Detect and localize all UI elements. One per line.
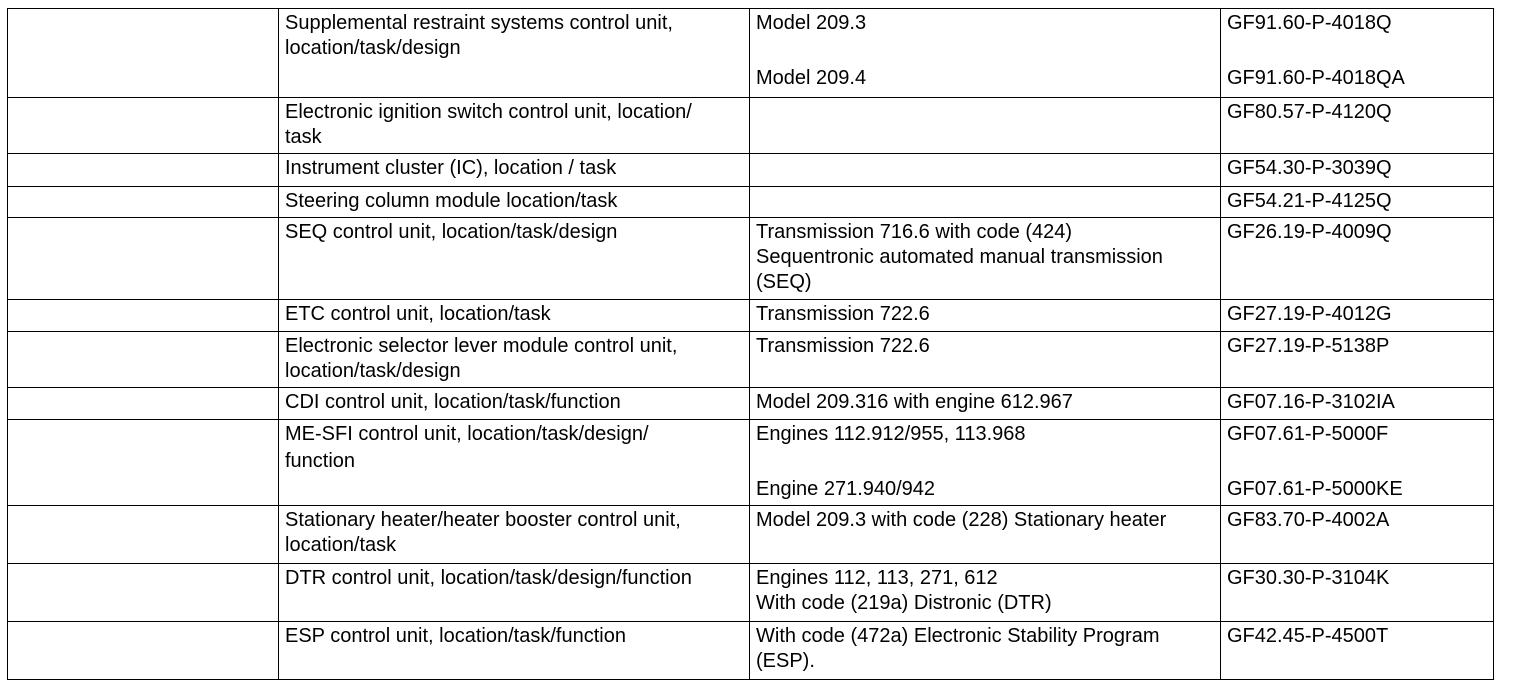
condition-line: Transmission 722.6 <box>756 303 930 325</box>
condition-cell <box>750 564 1221 622</box>
document-reference: GF30.30-P-3104K <box>1227 567 1390 589</box>
reference-cell <box>1221 388 1494 420</box>
component-title-cell <box>279 506 750 564</box>
condition-cell <box>750 300 1221 332</box>
blank-cell <box>8 622 279 680</box>
condition-line: Transmission 716.6 with code (424) <box>756 221 1073 243</box>
condition-line: Model 209.4 <box>756 67 867 89</box>
condition-line: Sequentronic automated manual transmission <box>756 246 1163 268</box>
reference-cell <box>1221 300 1494 332</box>
condition-cell <box>750 154 1221 187</box>
condition-line: (SEQ) <box>756 271 812 293</box>
document-reference: GF91.60-P-4018Q <box>1227 12 1392 34</box>
component-title-line: location/task/design <box>285 37 461 59</box>
component-title-line: SEQ control unit, location/task/design <box>285 221 618 243</box>
component-title-line: ESP control unit, location/task/function <box>285 625 626 647</box>
blank-cell <box>8 187 279 218</box>
condition-cell <box>750 332 1221 388</box>
condition-cell <box>750 420 1221 506</box>
table-row <box>8 187 1494 218</box>
reference-cell <box>1221 506 1494 564</box>
component-title-cell <box>279 154 750 187</box>
blank-cell <box>8 388 279 420</box>
document-reference: GF26.19-P-4009Q <box>1227 221 1392 243</box>
component-title-line: Electronic selector lever module control unit, <box>285 335 678 357</box>
table-row <box>8 300 1494 332</box>
table-row <box>8 506 1494 564</box>
table-row <box>8 332 1494 388</box>
component-title-line: CDI control unit, location/task/function <box>285 391 621 413</box>
document-reference: GF83.70-P-4002A <box>1227 509 1390 531</box>
table-row <box>8 420 1494 506</box>
component-title-cell <box>279 332 750 388</box>
blank-cell <box>8 300 279 332</box>
condition-line: With code (219a) Distronic (DTR) <box>756 592 1052 614</box>
component-title-line: location/task <box>285 534 397 556</box>
component-title-cell <box>279 300 750 332</box>
component-title-cell <box>279 420 750 506</box>
document-reference: GF27.19-P-5138P <box>1227 335 1390 357</box>
table-row <box>8 622 1494 680</box>
table-row <box>8 218 1494 300</box>
component-title-line: Electronic ignition switch control unit, location/ <box>285 101 692 123</box>
blank-cell <box>8 154 279 187</box>
condition-cell <box>750 98 1221 154</box>
condition-cell <box>750 506 1221 564</box>
blank-cell <box>8 9 279 98</box>
condition-line: (ESP). <box>756 650 815 672</box>
document-reference: GF80.57-P-4120Q <box>1227 101 1392 123</box>
component-title-cell <box>279 98 750 154</box>
component-title-line: location/task/design <box>285 360 461 382</box>
blank-cell <box>8 98 279 154</box>
table-row <box>8 9 1494 98</box>
component-title-line: ME-SFI control unit, location/task/design/ <box>285 423 649 445</box>
blank-cell <box>8 420 279 506</box>
document-reference-table <box>7 8 1494 680</box>
table-row <box>8 98 1494 154</box>
component-title-cell <box>279 218 750 300</box>
blank-cell <box>8 506 279 564</box>
document-reference: GF54.21-P-4125Q <box>1227 190 1392 212</box>
reference-cell <box>1221 622 1494 680</box>
reference-cell <box>1221 420 1494 506</box>
document-reference: GF07.61-P-5000KE <box>1227 478 1403 500</box>
component-title-line: ETC control unit, location/task <box>285 303 551 325</box>
component-title-line: task <box>285 126 322 148</box>
condition-line: With code (472a) Electronic Stability Program <box>756 625 1160 647</box>
condition-cell <box>750 9 1221 98</box>
condition-line: Engine 271.940/942 <box>756 478 936 500</box>
reference-cell <box>1221 9 1494 98</box>
reference-cell <box>1221 332 1494 388</box>
component-title-cell <box>279 564 750 622</box>
condition-line: Engines 112, 113, 271, 612 <box>756 567 998 589</box>
component-title-line: Stationary heater/heater booster control unit, <box>285 509 681 531</box>
component-title-line: function <box>285 450 356 472</box>
blank-cell <box>8 332 279 388</box>
document-reference: GF42.45-P-4500T <box>1227 625 1389 647</box>
component-title-line: Supplemental restraint systems control unit, <box>285 12 673 34</box>
condition-cell <box>750 187 1221 218</box>
reference-cell <box>1221 187 1494 218</box>
blank-cell <box>8 218 279 300</box>
condition-line: Model 209.3 with code (228) Stationary heater <box>756 509 1167 531</box>
reference-cell <box>1221 218 1494 300</box>
component-title-cell <box>279 388 750 420</box>
document-reference: GF07.16-P-3102IA <box>1227 391 1395 413</box>
table-row <box>8 388 1494 420</box>
document-reference: GF54.30-P-3039Q <box>1227 157 1392 179</box>
component-title-line: DTR control unit, location/task/design/function <box>285 567 692 589</box>
condition-line: Engines 112.912/955, 113.968 <box>756 423 1026 445</box>
condition-cell <box>750 218 1221 300</box>
reference-cell <box>1221 98 1494 154</box>
table-row <box>8 154 1494 187</box>
component-title-cell <box>279 187 750 218</box>
component-title-cell <box>279 622 750 680</box>
table-row <box>8 564 1494 622</box>
component-title-cell <box>279 9 750 98</box>
component-title-line: Instrument cluster (IC), location / task <box>285 157 617 179</box>
condition-cell <box>750 388 1221 420</box>
blank-cell <box>8 564 279 622</box>
condition-line: Transmission 722.6 <box>756 335 930 357</box>
condition-line: Model 209.3 <box>756 12 867 34</box>
component-title-line: Steering column module location/task <box>285 190 618 212</box>
condition-cell <box>750 622 1221 680</box>
reference-cell <box>1221 564 1494 622</box>
document-reference: GF07.61-P-5000F <box>1227 423 1389 445</box>
document-reference: GF27.19-P-4012G <box>1227 303 1392 325</box>
document-reference: GF91.60-P-4018QA <box>1227 67 1405 89</box>
reference-cell <box>1221 154 1494 187</box>
condition-line: Model 209.316 with engine 612.967 <box>756 391 1073 413</box>
